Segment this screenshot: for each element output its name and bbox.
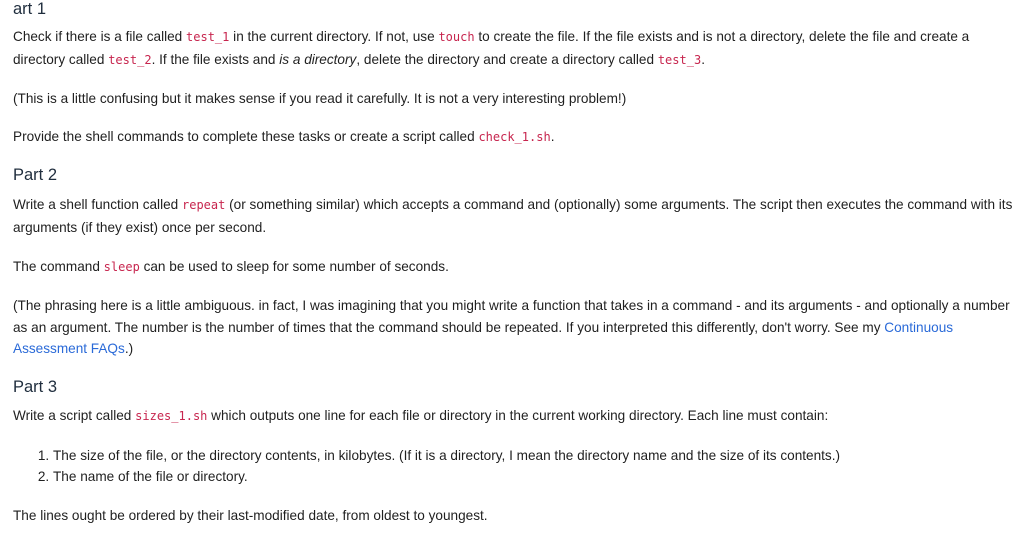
faq-link[interactable]: Continuous Assessment FAQs [13,319,954,357]
part2-sleep-note: The command sleep can be used to sleep for some number of seconds. [13,258,449,274]
part3-requirements-list [13,445,1021,488]
code-repeat: repeat [182,198,226,213]
part3-instructions: Write a script called sizes_1.sh which outputs one line for each file or directory in the current working directory. Each line must contain: [13,407,829,423]
part1-instructions: Check if there is a file called test_1 in the current directory. If not, use touch to create the file. If the file exists and is not a directory, delete the file and create a directory called test_2. If the file exists and is a directory, delete the directory and create a directory called test_3. [13,29,970,67]
emphasis-directory: is a directory [279,51,357,67]
code-test-3: test_3 [657,52,702,67]
code-sizes-script: sizes_1.sh [135,408,208,423]
part3-heading: Part 3 [13,377,58,396]
part1-task: Provide the shell commands to complete these tasks or create a script called check_1.sh. [13,128,555,144]
document-page [13,0,1021,526]
part2-heading: Part 2 [13,166,58,185]
list-item: 1. The size of the file, or the directory contents, in kilobytes. (If it is a directory, I mean the directory name and the size of its contents.) [53,445,1021,467]
part1-note: (This is a little confusing but it makes sense if you read it carefully. It is not a very interesting problem!) [13,91,627,107]
part1-heading: art 1 [13,0,47,18]
part2-clarification: (The phrasing here is a little ambiguous. in fact, I was imagining that you might write a function that takes in a command - and its arguments - and optionally a number as an argument. The number is the number of times that the command should be repeated. If you interpreted this differently, don't worry. See my Continuous Assessment FAQs.) [13,298,1010,357]
code-test-1: test_1 [186,30,230,44]
code-test-2: test_2 [108,52,152,67]
list-item: 2. The name of the file or directory. [53,466,1021,488]
code-sleep: sleep [103,259,140,274]
code-check-script: check_1.sh [478,129,551,144]
part3-ordering-note: The lines ought be ordered by their last-modified date, from oldest to youngest. [13,507,488,523]
part2-instructions: Write a shell function called repeat (or something similar) which accepts a command and (optionally) some arguments. The script then executes the command with its arguments (if they exist) once per second. [13,197,1013,235]
code-touch: touch [438,30,475,44]
